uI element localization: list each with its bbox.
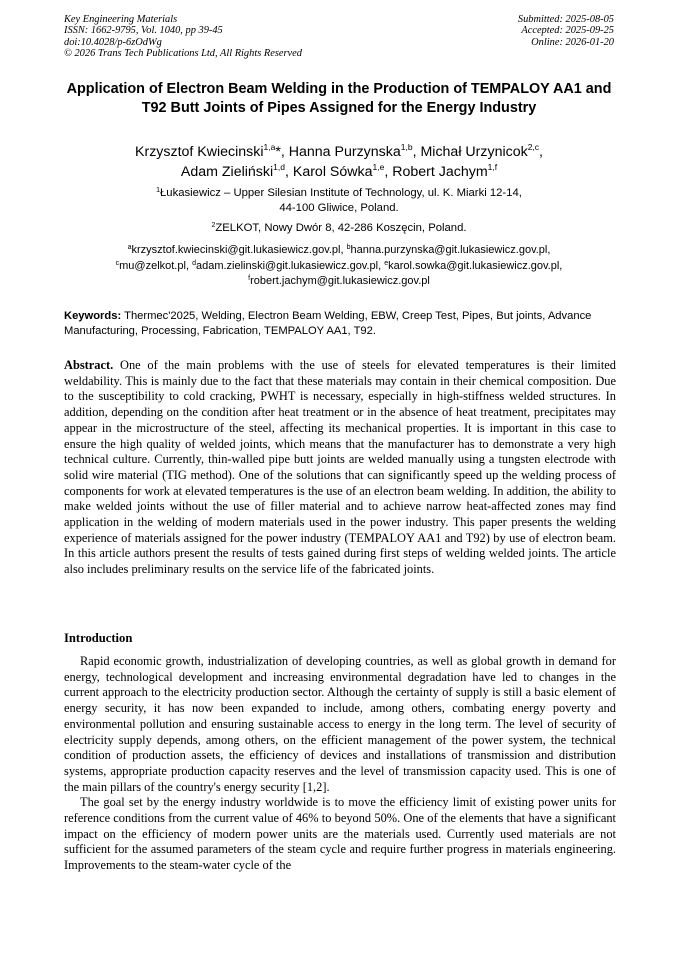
email-link[interactable]: robert.jachym@git.lukasiewicz.gov.pl [250,275,430,287]
keywords-text: Thermec'2025, Welding, Electron Beam Welding, EBW, Creep Test, Pipes, But joints, Advance Manufacturing, Processing, Fabrication, TEMPALOY AA1, T92. [64,310,592,337]
affiliation-sup: 2 [211,222,216,229]
paragraph: The goal set by the energy industry worldwide is to move the efficiency limit of existing power units for reference conditions from the current value of 46% to beyond 50%. One of the elements that have a significant impact on the efficiency of modern power units are the materials used. Currently used materials are not sufficient for the assumed parameters of the steam cycle and require further progress in materials engineering. Improvements to the steam-water cycle of the [64,795,616,873]
email-sup: a [127,244,132,251]
email-link[interactable]: krzysztof.kwiecinski@git.lukasiewicz.gov.pl [131,244,341,256]
affiliation-line: 44-100 Gliwice, Poland. [279,202,399,214]
abstract-text: One of the main problems with the use of steels for elevated temperatures is their limited weldability. This is mainly due to the fact that these materials may contain in their chemical composition. Due to the susceptibility to cold cracking, PWHT is necessary, especially in high-stiffness welded structures. In addition, depending on the condition after heat treatment or in the absence of heat treatment, precipitates may appear in the microstructure of the steel, affecting its mechanical properties. It is important in this case to ensure the high quality of welded joints, which means that the manufacturer has to demonstrate a very high technical culture. Currently, thin-walled pipe butt joints are welded manually using a tungsten electrode with solid wire material (TIG method). One of the solutions that can significantly speed up the welding process of components for work at elevated temperatures is the use of an electron beam welding. In addition, the ability to make welded joints without the use of filler material and to achieve narrow heat-affected zones may find application in the welding of modern materials used in the power industry. This paper presents the welding experience of materials assigned for the power industry (TEMPALOY AA1 and T92) by use of electron beam. In this article authors present the results of tests gained during first steps of welding welded joints. The article also includes preliminary results on the service life of the fabricated joints. [64,358,616,577]
dates-header [518,14,614,48]
author-sup: 1,d [273,162,285,172]
paragraph: Rapid economic growth, industrialization of developing countries, as well as global growth in demand for energy, technological development and increasing environmental degradation have led to changes in the current approach to the electricity production sector. Although the certainty of supply is still a basic element of energy security, it has now been expanded to include, among others, combating energy poverty and environmental pollution and ensuring sustainable access to energy in the long term. The level of security of electricity supply depends, among others, on the efficient management of the power system, the technical condition of production assets, the efficiency of devices and installations of transmission and distribution systems, appropriate production capacity reserves and the level of transmission capacity used. This is one of the main pillars of the country's energy security [1,2]. [64,654,616,794]
email-sup: b [346,244,351,251]
affiliation-sup: 1 [156,187,160,194]
author-sup: 1,e [372,162,385,172]
introduction-body [64,654,616,874]
author-name: Adam Zieliński [180,164,274,180]
affiliation-2 [70,221,608,236]
author-sup: 1,f [487,162,498,172]
email-sup: e [384,259,389,267]
abstract-label: Abstract. [64,358,114,372]
abstract [64,358,616,578]
section-heading: Introduction [64,631,133,645]
corresponding-mark: * [275,144,281,160]
author-name: Michał Urzynicok [420,144,528,160]
author-name: Hanna Purzynska [288,144,401,160]
online-date: Online: 2026-01-20 [531,36,614,48]
email-sup: f [248,275,251,282]
author-sup: 1,a [263,142,276,152]
journal-issn: ISSN: 1662-9795, Vol. 1040, pp 39-45 [64,25,223,37]
accepted-date: Accepted: 2025-09-25 [521,25,614,37]
affiliation-1 [70,186,608,216]
journal-name: Key Engineering Materials [64,14,178,25]
email-link[interactable]: karol.sowka@git.lukasiewicz.gov.pl [388,259,560,272]
journal-copyright: © 2026 Trans Tech Publications Ltd, All Rights Reserved [64,47,302,59]
affiliation-line: ZELKOT, Nowy Dwór 8, 42-286 Koszęcin, Poland. [215,222,467,234]
keywords-label: Keywords: [64,310,122,322]
author-name: Robert Jachym [392,164,488,180]
author-list: Krzysztof Kwiecinski$^{1,a}$*, Hanna Purzynska$^{1,b}$, Michał Urzynicok$^{2,c}$, Adam Zieliński$^{1,d}$, Karol Sówka$^{1,e}$, Robert Jachym$^{1,f}$ [135,142,543,180]
author-sup: 2,c [527,142,540,152]
submitted-date: Submitted: 2025-08-05 [517,14,614,25]
journal-header [64,14,302,59]
journal-doi[interactable]: doi:10.4028/p-6zOdWg [64,36,162,48]
email-link[interactable]: mu@zelkot.pl [119,259,186,272]
email-sup: c [115,259,120,267]
email-sup: d [192,259,196,267]
email-link[interactable]: adam.zielinski@git.lukasiewicz.gov.pl [195,259,379,272]
paper-title: Application of Electron Beam Welding in the Production of TEMPALOY AA1 and T92 Butt Joints of Pipes Assigned for the Energy Industry [66,81,612,116]
email-link[interactable]: hanna.purzynska@git.lukasiewicz.gov.pl [350,244,548,256]
author-sup: 1,b [400,142,413,152]
affiliation-line: Łukasiewicz – Upper Silesian Institute of Technology, ul. K. Miarki 12-14, [160,187,522,199]
author-name: Krzysztof Kwiecinski [135,144,264,160]
author-name: Karol Sówka [292,164,373,180]
email-list: $^a$krzysztof.kwiecinski@git.lukasiewicz.gov.pl, $^b$hanna.purzynska@git.lukasiewicz.gov.pl, $^c$mu@zelkot.pl, $^d$adam.zielinski@git.lukasiewicz.gov.pl, $^e$karol.sowka@git.lukasiewicz.gov.pl, $^f$robert.jachym@git.lukasiewicz.gov.pl [115,244,563,287]
keywords [64,309,616,339]
